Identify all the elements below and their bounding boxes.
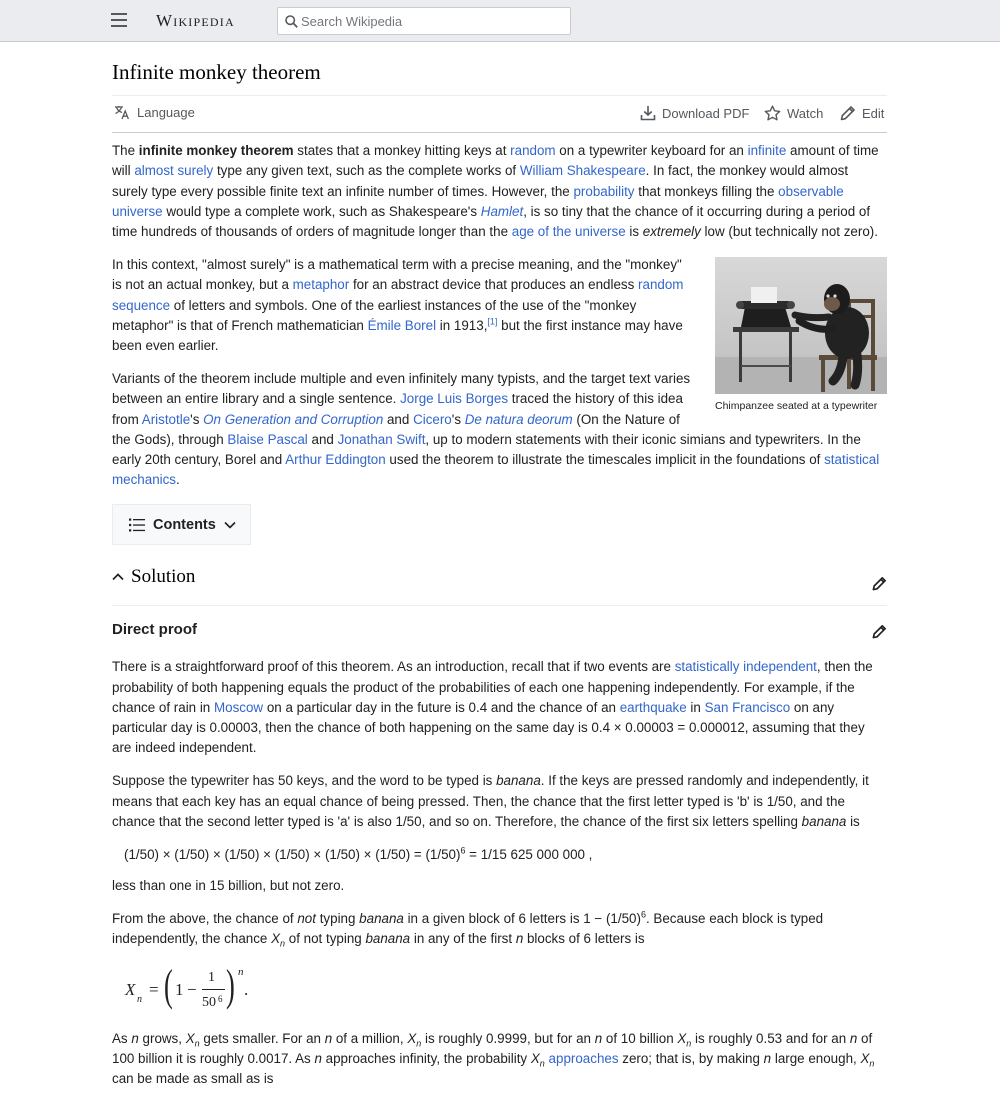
text: 's [190,411,204,427]
emphasis: banana [496,773,541,789]
text: is [625,224,643,240]
exponent: 6 [640,909,646,920]
wikipedia-wordmark[interactable]: Wikipedia [156,11,235,30]
variable: X [860,1051,870,1067]
formula-xn [125,962,887,1019]
section-title: Solution [131,566,196,588]
contents-label: Contents [153,516,216,533]
text: . Because each block is typed independently, the chance [112,910,824,947]
variable: X [677,1030,687,1046]
text: (On the Nature of the Gods), through [112,411,680,447]
chimpanzee-typewriter-image[interactable] [715,257,887,394]
text: can be made as small as is [112,1071,274,1087]
text: low (but technically not zero). [700,224,878,240]
formula-denominator: 50 [202,994,216,1010]
link-jonathan-swift[interactable]: Jonathan Swift [337,431,426,447]
link-statistically-independent[interactable]: statistically independent [674,659,817,675]
formula-left-paren: ( [164,960,173,1010]
article-body [112,141,887,1102]
emphasis: banana [359,910,404,926]
formula-exponent: n [238,965,244,978]
link-jorge-luis-borges[interactable]: Jorge Luis Borges [400,391,509,407]
text: and [307,431,338,447]
variable: n [324,1030,333,1046]
link-approaches[interactable]: approaches [548,1051,619,1067]
text: of not typing [285,931,366,947]
figure-caption: Chimpanzee seated at a typewriter [715,399,878,412]
link-infinite[interactable]: infinite [747,143,787,158]
text: that monkeys filling the [634,183,779,199]
text: grows, [138,1030,186,1046]
pencil-icon [840,105,856,121]
text: . In fact, the monkey would almost surely type every possible finite text an infinite number of times. However, the [112,163,849,199]
text: of letters and symbols. One of the earliest instances of the use of the "monkey metaphor" is that of French mathematician [112,297,637,333]
emphasis: banana [801,813,847,829]
text: is [846,813,860,829]
link-william-shakespeare[interactable]: William Shakespeare [519,163,646,179]
main-menu-icon[interactable] [111,13,127,27]
variable: n [515,931,524,947]
emphasis: extremely [642,224,701,240]
link-probability[interactable]: probability [573,183,635,199]
link-hamlet[interactable]: Hamlet [480,203,524,219]
link-cicero[interactable]: Cicero [413,411,452,427]
text: states that a monkey hitting keys at [293,143,511,158]
text: , then the probability of both happening equals the product of the probabilities of each one happening independently. For example, if the chance of rain in [112,659,873,715]
site-header [0,0,1000,42]
variable: n [594,1030,603,1046]
subscript: n [869,1058,875,1069]
variable: X [530,1051,540,1067]
text: in any of the first [410,931,516,947]
text: gets smaller. For an [199,1030,325,1046]
text: but the first instance may have been even earlier. [112,317,683,354]
bold-term: infinite monkey theorem [138,143,294,158]
download-icon [640,105,656,121]
page-actions-bar [112,105,887,125]
text: on a particular day in the future is 0.4 and the chance of an [263,699,620,715]
language-button[interactable] [114,105,195,120]
text: for an abstract device that produces an endless [349,277,639,293]
text: = 1/15 625 000 000 , [465,846,593,862]
text: is roughly 0.53 and for an [691,1030,850,1046]
subscript: n [539,1058,545,1069]
download-pdf-button[interactable] [640,105,749,121]
watch-button[interactable] [764,105,823,121]
watch-label: Watch [787,105,824,121]
download-pdf-label: Download PDF [662,105,750,121]
text: approaches infinity, the probability [321,1051,531,1067]
search-icon [285,15,298,28]
text: in a given block of 6 letters is 1 − (1/50) [403,910,641,926]
text: of a million, [332,1030,408,1046]
emphasis: banana [365,931,411,947]
subscript: n [194,1038,200,1049]
text: on a typewriter keyboard for an [555,143,748,158]
text: of 10 billion [602,1030,678,1046]
text: . [176,472,180,488]
text: , is so tiny that the chance of it occurring during a period of time hundreds of thousands of orders of magnitude longer than the [112,203,871,240]
text: Suppose the typewriter has 50 keys, and the word to be typed is [112,773,497,789]
probability-equation [124,845,887,865]
link-moscow[interactable]: Moscow [213,699,264,715]
text: (1/50) × (1/50) × (1/50) × (1/50) × (1/50) × (1/50) = (1/50) [124,846,461,862]
exponent: 6 [460,845,466,856]
formula-subscript: n [137,993,142,1005]
text: typing [315,910,360,926]
formula-one: 1 [175,979,184,999]
formula-period: . [244,979,249,999]
edit-button[interactable] [840,105,884,121]
subsection-title: Direct proof [112,621,198,639]
link-on-generation[interactable]: On Generation and Corruption [203,411,384,427]
chevron-down-icon [224,521,236,529]
link-de-natura-deorum[interactable]: De natura deorum [464,411,573,427]
text: The [112,143,139,158]
intro-paragraph-1 [112,141,887,242]
text: 's [451,411,465,427]
text: large enough, [771,1051,861,1067]
link-aristotle[interactable]: Aristotle [141,411,191,427]
list-icon [129,518,145,532]
variable: n [849,1030,858,1046]
link-statistical-mechanics[interactable]: statistical mechanics [112,452,880,488]
direct-proof-paragraph-3: less than one in 15 billion, but not zero. [112,877,345,893]
subscript: n [416,1038,422,1049]
text: and [383,411,414,427]
variable: n [314,1051,322,1067]
direct-proof-paragraph-4 [112,909,887,950]
formula-right-paren: ) [226,960,235,1010]
language-icon [114,105,131,120]
text: , up to modern statements with their iconic simians and typewriters. In the early 20th century, Borel and [112,431,861,468]
language-label: Language [137,105,195,120]
text: amount of time will [112,143,879,179]
text: From the above, the chance of [112,910,298,926]
direct-proof-paragraph-5 [112,1029,887,1090]
star-icon [764,105,781,121]
section-heading-direct-proof [112,620,887,645]
text: would type a complete work, such as Shakespeare's [162,203,481,219]
formula-minus: − [187,979,197,999]
link-observable-universe[interactable]: observable universe [112,183,844,219]
text: used the theorem to illustrate the timescales implicit in the foundations of [385,452,825,468]
text: in [686,699,705,715]
variable: X [271,931,281,947]
link-metaphor[interactable]: metaphor [292,277,350,293]
link-blaise-pascal[interactable]: Blaise Pascal [227,431,308,447]
text: in 1913, [436,317,488,333]
text: type any given text, such as the complete works of [213,163,520,179]
link-earthquake[interactable]: earthquake [619,699,687,715]
text: blocks of 6 letters is [523,931,645,947]
chevron-up-icon[interactable] [112,573,124,581]
link-age-of-universe[interactable]: age of the universe [511,224,626,240]
subscript: n [686,1038,692,1049]
text: In this context, "almost surely" is a mathematical term with a precise meaning, and the "monkey" is not an actual monkey, but a [112,256,682,293]
text: . If the keys are pressed randomly and independently, it means that each key has an equal chance of being pressed. Then, the chance that the first letter typed is 'b' is 1/50, and the chance that the second letter typed is 'a' is also 1/50, and so on. Therefore, the chance of the first six letters spelling [112,773,869,829]
link-arthur-eddington[interactable]: Arthur Eddington [285,452,386,468]
reference-link[interactable]: [1] [487,316,498,327]
photo-drawing [715,257,887,394]
direct-proof-paragraph-1 [112,657,887,758]
variable: X [407,1030,417,1046]
contents-button[interactable] [112,504,251,545]
search-input[interactable] [301,11,561,31]
link-random[interactable]: random [510,143,556,158]
emphasis: not [297,910,316,926]
variable: n [131,1030,139,1046]
text: is roughly 0.9999, but for an [421,1030,595,1046]
text: There is a straightforward proof of this theorem. As an introduction, recall that if two events are [112,659,675,675]
link-emile-borel[interactable]: Émile Borel [367,317,437,333]
variable: X [185,1030,195,1046]
text: on any particular day is 0.00003, then the chance of both happening on the same day is 0.4 × 0.00003 = 0.000012, assuming that they are indeed independent. [112,699,865,756]
title-divider [112,95,887,96]
link-random-sequence[interactable]: random sequence [112,277,684,313]
link-san-francisco[interactable]: San Francisco [704,699,791,715]
direct-proof-paragraph-2 [112,771,887,832]
text: As [112,1030,132,1046]
edit-section-icon[interactable] [872,624,887,639]
text: traced the history of this idea from [112,391,683,427]
text: Variants of the theorem include multiple and even infinitely many typists, and the target text varies between an entire library and a single sentence. [112,370,691,407]
page-title: Infinite monkey theorem [112,60,321,84]
actions-divider [112,132,887,133]
link-almost-surely[interactable]: almost surely [134,163,214,179]
search-box[interactable] [277,7,571,35]
formula-equals: = [149,979,159,999]
text: zero; that is, by making [618,1051,764,1067]
variable: n [763,1051,772,1067]
edit-label: Edit [862,105,885,121]
edit-section-icon[interactable] [872,576,887,591]
subscript: n [280,938,286,949]
figure-chimpanzee [715,257,887,413]
formula-denominator-exponent: 6 [218,993,223,1004]
formula-numerator: 1 [208,969,215,985]
formula-variable: X [125,979,136,999]
text: of 100 billion it is roughly 0.0017. As [112,1030,873,1067]
section-heading-solution[interactable] [112,564,887,606]
